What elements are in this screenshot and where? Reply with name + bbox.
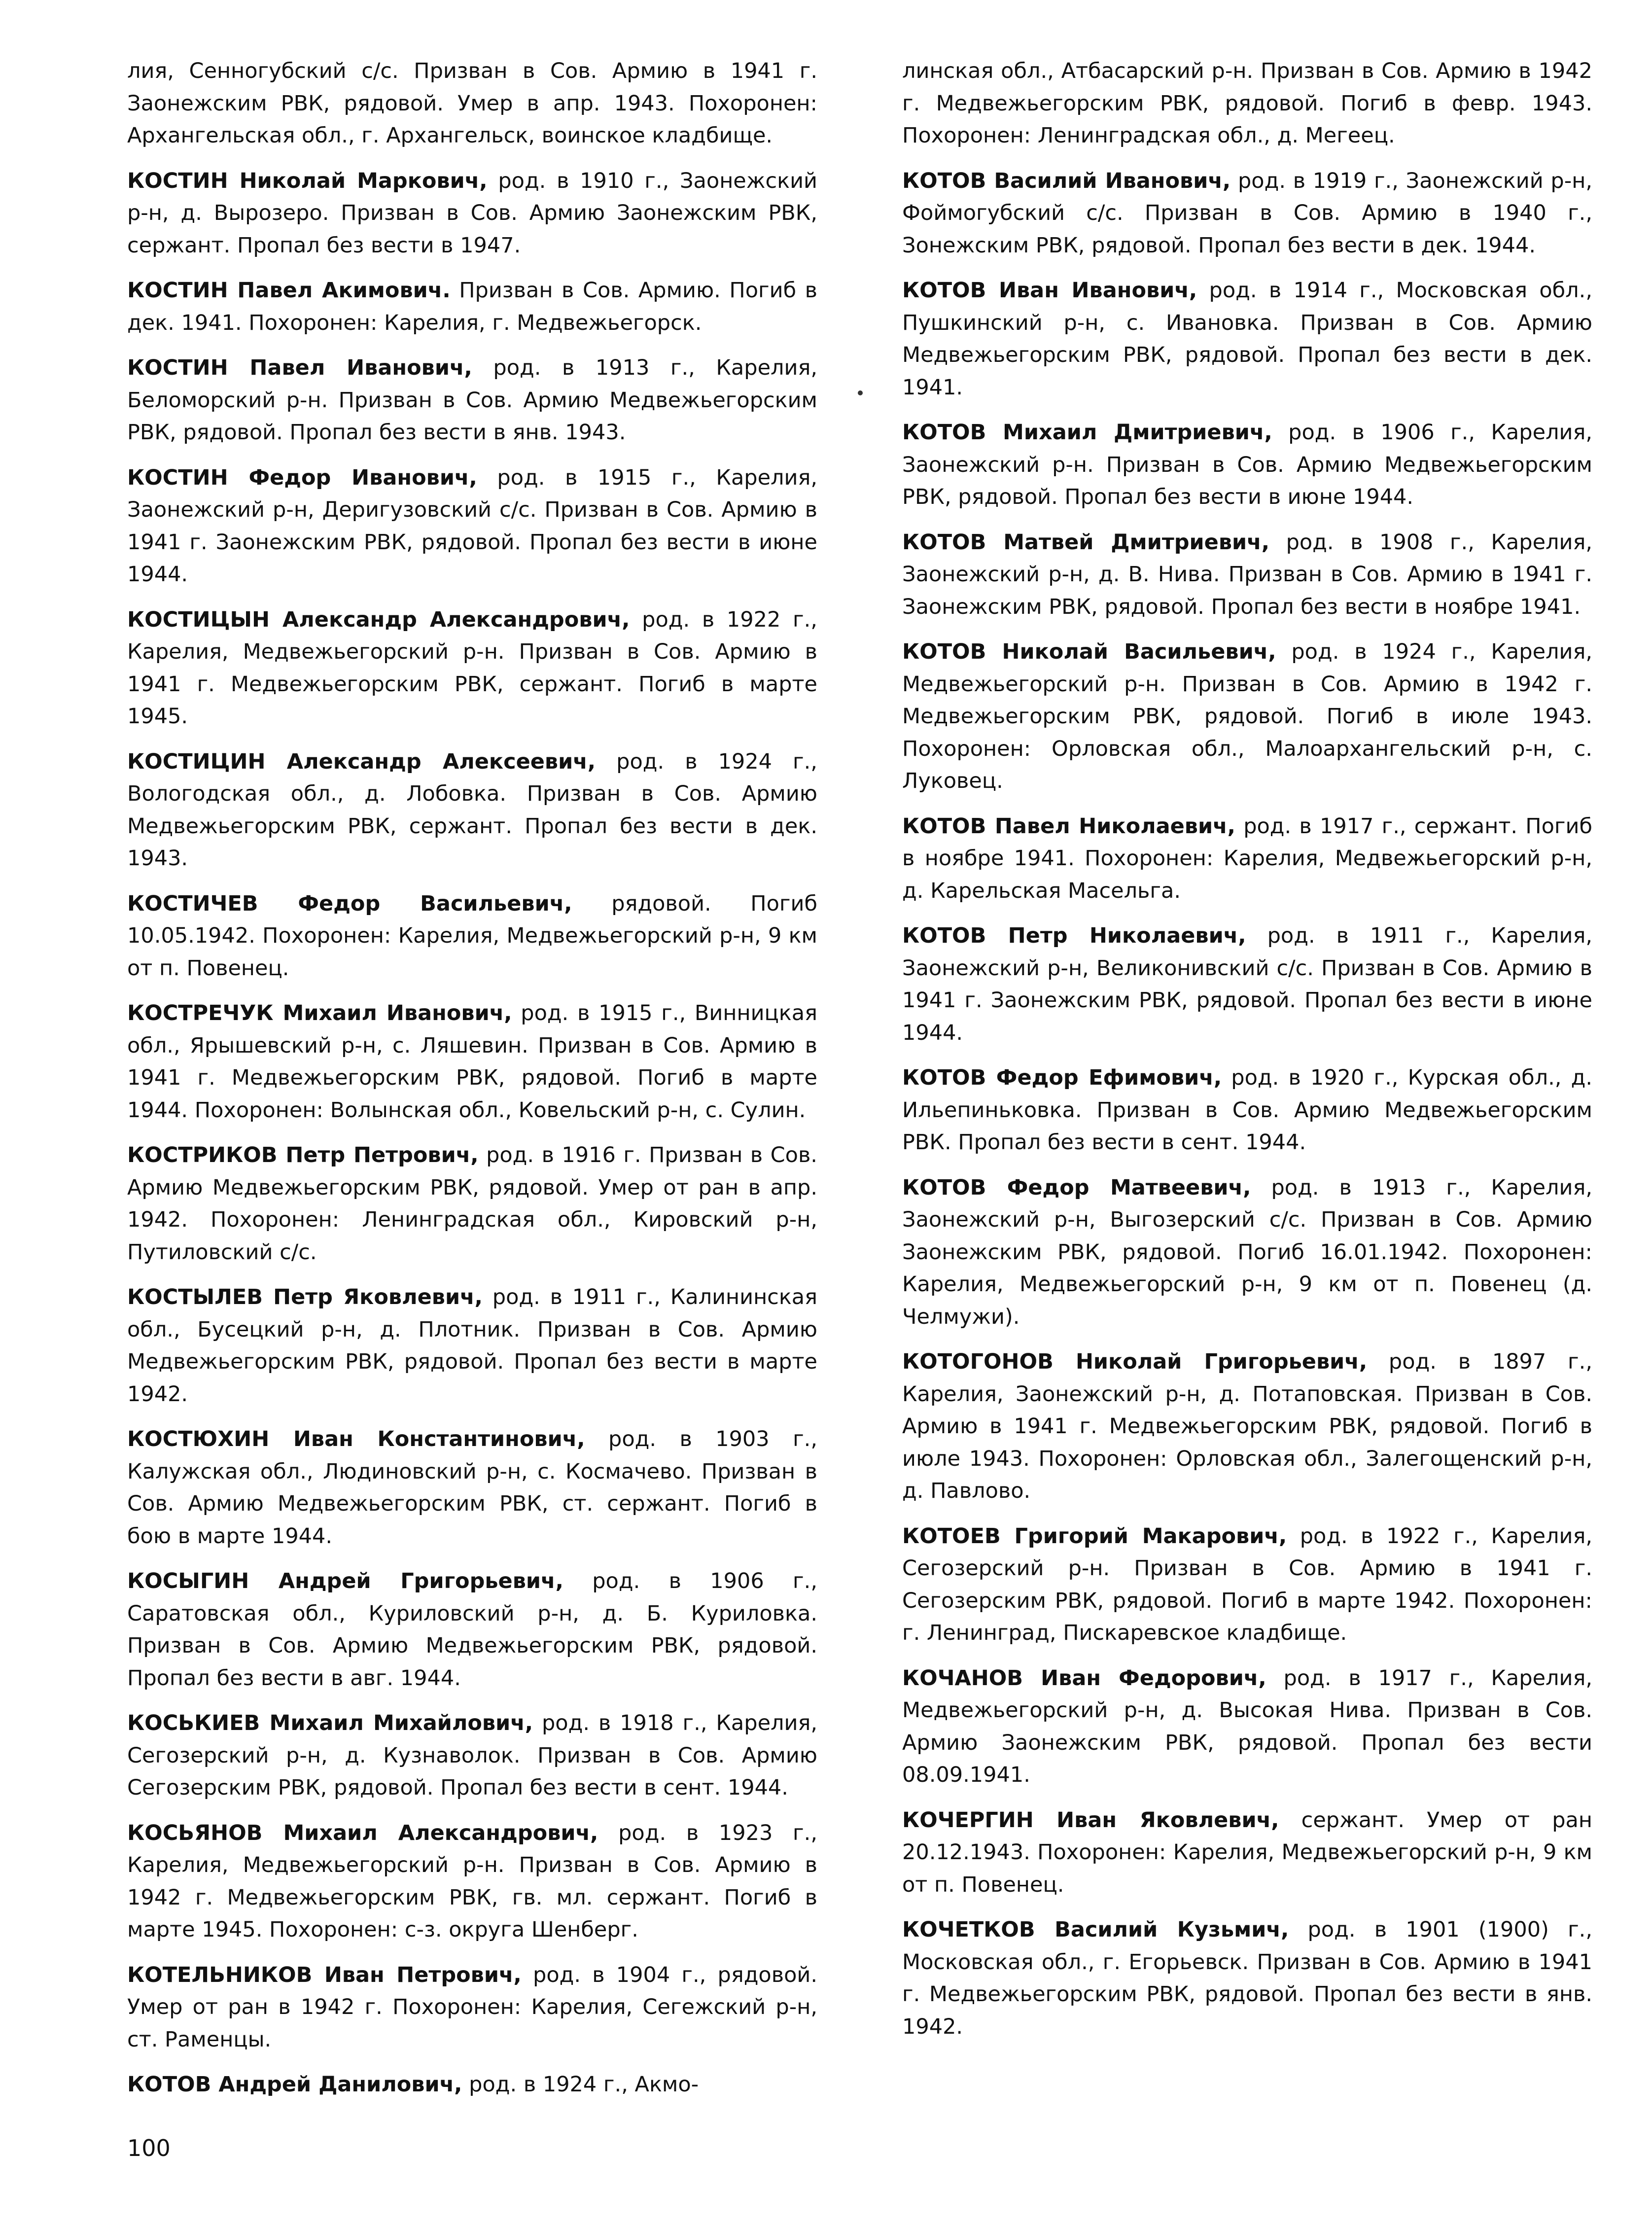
entry-text: род. в 1911 г., Калининская обл., Бусецкий р-н, д. Плотник. Призван в Сов. Армию Медвежьегорским РВК, рядовой. Пропал без вести в марте 1942. — [127, 1285, 818, 1407]
entry-text: род. в 1911 г., Карелия, Заонежский р-н, Великонивский с/с. Призван в Сов. Армию в 1941 г. Заонежским РВК, рядовой. Пропал без вести в июне 1944. — [902, 923, 1593, 1045]
biography-entry — [127, 2069, 817, 2101]
entry-name: КОТОВ Петр Николаевич, — [902, 923, 1246, 948]
entry-text: род. в 1917 г., Карелия, Медвежьегорский р-н, д. Высокая Нива. Призван в Сов. Армию Заонежским РВК, рядовой. Пропал без вести 08.09.1941. — [902, 1665, 1592, 1787]
entry-text: род. в 1915 г., Винницкая обл., Ярышевский р-н, с. Ляшевин. Призван в Сов. Армию в 1941 г. Медвежьегорским РВК, рядовой. Погиб в марте 1944. Похоронен: Волынская обл., Ковельский р-н, с. Сулин. — [127, 1001, 817, 1123]
entry-text: рядовой. Погиб 10.05.1942. Похоронен: Карелия, Медвежьегорский р-н, 9 км от п. Повенец. — [127, 891, 817, 981]
entry-text: род. в 1924 г., Вологодская обл., д. Лобовка. Призван в Сов. Армию Медвежьегорским РВК, сержант. Пропал без вести в дек. 1943. — [127, 749, 817, 871]
biography-entry — [127, 1423, 817, 1553]
entry-name: КОСЬЯНОВ Михаил Александрович, — [127, 1820, 598, 1845]
entry-text: Призван в Сов. Армию. Погиб в дек. 1941. Похоронен: Карелия, г. Медвежьегорск. — [127, 278, 817, 335]
entry-name: КОСТРЕЧУК Михаил Иванович, — [127, 1001, 512, 1025]
biography-entry — [127, 55, 817, 152]
biography-entry — [902, 55, 1592, 152]
biography-entry — [902, 920, 1592, 1049]
biography-entry — [127, 888, 817, 985]
entry-name: КОТОГОНОВ Николай Григорьевич, — [902, 1349, 1368, 1374]
entry-name: КОЧЕТКОВ Василий Кузьмич, — [902, 1917, 1289, 1942]
biography-entry — [127, 604, 817, 733]
entry-text: род. в 1913 г., Карелия, Беломорский р-н. Призван в Сов. Армию Медвежьегорским РВК, рядовой. Пропал без вести в янв. 1943. — [127, 355, 817, 445]
biography-entry — [902, 811, 1592, 908]
entry-text: род. в 1908 г., Карелия, Заонежский р-н, д. В. Нива. Призван в Сов. Армию в 1941 г. Заонежским РВК, рядовой. Пропал без вести в ноябре 1941. — [902, 530, 1592, 619]
entry-name: КОТОВ Матвей Дмитриевич, — [902, 530, 1270, 555]
entry-name: КОСТРИКОВ Петр Петрович, — [127, 1143, 479, 1167]
entry-name: КОТЕЛЬНИКОВ Иван Петрович, — [127, 1962, 522, 1987]
entry-text: род. в 1903 г., Калужская обл., Людиновский р-н, с. Космачево. Призван в Сов. Армию Медвежьегорским РВК, ст. сержант. Погиб в бою в марте 1944. — [127, 1427, 817, 1549]
entry-name: КОСТИН Павел Акимович. — [127, 278, 451, 303]
entry-name: КОТОВ Василий Иванович, — [902, 168, 1231, 193]
entry-name: КОСТИЧЕВ Федор Васильевич, — [127, 891, 572, 916]
biography-entry — [902, 527, 1592, 624]
biography-entry — [127, 275, 817, 339]
entry-text: род. в 1918 г., Карелия, Сегозерский р-н, д. Кузнаволок. Призван в Сов. Армию Сегозерским РВК, рядовой. Пропал без вести в сент. 1944. — [127, 1711, 817, 1800]
biography-entry — [127, 746, 817, 875]
entry-name: КОТОВ Павел Николаевич, — [902, 813, 1235, 839]
biography-entry — [902, 1520, 1592, 1650]
entry-name: КОСТЫЛЕВ Петр Яковлевич, — [127, 1285, 483, 1309]
biography-entry — [902, 1914, 1592, 2043]
entry-name: КОСТИН Федор Иванович, — [127, 465, 477, 490]
right-column — [902, 55, 1592, 2056]
entry-text: род. в 1913 г., Карелия, Заонежский р-н, Выгозерский с/с. Призван в Сов. Армию Заонежским РВК, рядовой. Погиб 16.01.1942. Похоронен: Карелия, Медвежьегорский р-н, 9 км от п. Повенец (д. Челмужи). — [902, 1175, 1592, 1329]
entry-name: КОСТИЦЫН Александр Александрович, — [127, 607, 630, 632]
entry-text: род. в 1897 г., Карелия, Заонежский р-н, д. Потаповская. Призван в Сов. Армию в 1941 г. Медвежьегорским РВК, рядовой. Погиб в июле 1943. Похоронен: Орловская обл., Залегощенский р-н, д. Павлово. — [902, 1349, 1592, 1503]
entry-text: род. в 1924 г., Акмо- — [462, 2072, 699, 2097]
entry-text: род. в 1922 г., Карелия, Медвежьегорский р-н. Призван в Сов. Армию в 1941 г. Медвежьегорским РВК, сержант. Погиб в марте 1945. — [127, 607, 817, 729]
biography-entry — [127, 1565, 817, 1694]
entry-text: род. в 1917 г., сержант. Погиб в ноябре 1941. Похоронен: Карелия, Медвежьегорский р-н, д. Карельская Масельга. — [902, 813, 1592, 903]
entry-text: род. в 1916 г. Призван в Сов. Армию Медвежьегорским РВК, рядовой. Умер от ран в апр. 1942. Похоронен: Ленинградская обл., Кировский р-н, Путиловский с/с. — [127, 1143, 817, 1265]
entry-name: КОТОВ Иван Иванович, — [902, 278, 1197, 303]
entry-name: КОТОЕВ Григорий Макарович, — [902, 1523, 1287, 1549]
entry-name: КОЧЕРГИН Иван Яковлевич, — [902, 1807, 1279, 1833]
entry-name: КОТОВ Федор Матвеевич, — [902, 1175, 1251, 1200]
entry-name: КОТОВ Андрей Данилович, — [127, 2072, 462, 2097]
entry-name: КОТОВ Николай Васильевич, — [902, 639, 1276, 664]
biography-entry — [902, 275, 1592, 404]
entry-name: КОСТИЦИН Александр Алексеевич, — [127, 749, 596, 774]
entry-name: КОСТИН Павел Иванович, — [127, 355, 472, 380]
entry-name: КОСЫГИН Андрей Григорьевич, — [127, 1569, 563, 1593]
entry-text: род. в 1923 г., Карелия, Медвежьегорский р-н. Призван в Сов. Армию в 1942 г. Медвежьегорским РВК, гв. мл. сержант. Погиб в марте 1945. Похоронен: с-з. округа Шенберг. — [127, 1820, 817, 1942]
biography-entry — [902, 1062, 1592, 1159]
entry-text: линская обл., Атбасарский р-н. Призван в Сов. Армию в 1942 г. Медвежьегорским РВК, рядовой. Погиб в февр. 1943. Похоронен: Ленинградская обл., д. Мегеец. — [902, 59, 1592, 148]
biography-entry — [127, 1281, 817, 1411]
biography-entry — [127, 1707, 817, 1804]
page-number: 100 — [127, 2135, 171, 2161]
entry-text: род. в 1910 г., Заонежский р-н, д. Вырозеро. Призван в Сов. Армию Заонежским РВК, сержант. Пропал без вести в 1947. — [127, 168, 818, 258]
biography-entry — [127, 997, 817, 1127]
biography-entry — [127, 165, 817, 262]
entry-name: КОТОВ Михаил Дмитриевич, — [902, 420, 1272, 445]
biography-entry — [902, 417, 1592, 514]
entry-text: сержант. Умер от ран 20.12.1943. Похоронен: Карелия, Медвежьегорский р-н, 9 км от п. Повенец. — [902, 1807, 1593, 1897]
biography-entry — [127, 462, 817, 591]
biography-entry — [902, 165, 1592, 262]
entry-name: КОСТЮХИН Иван Константинович, — [127, 1427, 585, 1451]
entry-text: род. в 1924 г., Карелия, Медвежьегорский р-н. Призван в Сов. Армию в 1942 г. Медвежьегорским РВК, рядовой. Погиб в июле 1943. Похоронен: Орловская обл., Малоархангельский р-н, с. Луковец. — [902, 639, 1592, 793]
biography-entry — [127, 1139, 817, 1269]
biography-entry — [902, 1346, 1592, 1508]
entry-text: род. в 1901 (1900) г., Московская обл., г. Егорьевск. Призван в Сов. Армию в 1941 г. Медвежьегорским РВК, рядовой. Пропал без вести в янв. 1942. — [902, 1917, 1592, 2039]
print-speck — [858, 390, 863, 395]
biography-entry — [902, 1662, 1592, 1792]
entry-name: КОЧАНОВ Иван Федорович, — [902, 1665, 1266, 1691]
biography-entry — [127, 1959, 817, 2056]
left-column — [127, 55, 817, 2114]
entry-text: лия, Сенногубский с/с. Призван в Сов. Армию в 1941 г. Заонежским РВК, рядовой. Умер в апр. 1943. Похоронен: Архангельская обл., г. Архангельск, воинское кладбище. — [127, 59, 817, 148]
entry-name: КОТОВ Федор Ефимович, — [902, 1065, 1222, 1090]
entry-text: род. в 1904 г., рядовой. Умер от ран в 1942 г. Похоронен: Карелия, Сегежский р-н, ст. Раменцы. — [127, 1962, 817, 2052]
entry-text: род. в 1914 г., Московская обл., Пушкинский р-н, с. Ивановка. Призван в Сов. Армию Медвежьегорским РВК, рядовой. Пропал без вести в дек. 1941. — [902, 278, 1592, 400]
biography-entry — [902, 1172, 1592, 1334]
entry-text: род. в 1906 г., Карелия, Заонежский р-н. Призван в Сов. Армию Медвежьегорским РВК, рядовой. Пропал без вести в июне 1944. — [902, 420, 1592, 509]
entry-text: род. в 1919 г., Заонежский р-н, Фоймогубский с/с. Призван в Сов. Армию в 1940 г., Зонежским РВК, рядовой. Пропал без вести в дек. 1944. — [902, 168, 1592, 258]
entry-text: род. в 1915 г., Карелия, Заонежский р-н, Деригузовский с/с. Призван в Сов. Армию в 1941 г. Заонежским РВК, рядовой. Пропал без вести в июне 1944. — [127, 465, 818, 587]
biography-entry — [127, 1817, 817, 1946]
entry-text: род. в 1906 г., Саратовская обл., Куриловский р-н, д. Б. Куриловка. Призван в Сов. Армию Медвежьегорским РВК, рядовой. Пропал без вести в авг. 1944. — [127, 1569, 817, 1691]
biography-entry — [127, 352, 817, 449]
entry-name: КОСЬКИЕВ Михаил Михайлович, — [127, 1711, 533, 1735]
entry-name: КОСТИН Николай Маркович, — [127, 168, 488, 193]
biography-entry — [902, 1804, 1592, 1902]
entry-text: род. в 1920 г., Курская обл., д. Ильепиньковка. Призван в Сов. Армию Медвежьегорским РВК. Пропал без вести в сент. 1944. — [902, 1065, 1592, 1155]
biography-entry — [902, 636, 1592, 798]
entry-text: род. в 1922 г., Карелия, Сегозерский р-н. Призван в Сов. Армию в 1941 г. Сегозерским РВК, рядовой. Погиб в марте 1942. Похоронен: г. Ленинград, Пискаревское кладбище. — [902, 1523, 1592, 1645]
